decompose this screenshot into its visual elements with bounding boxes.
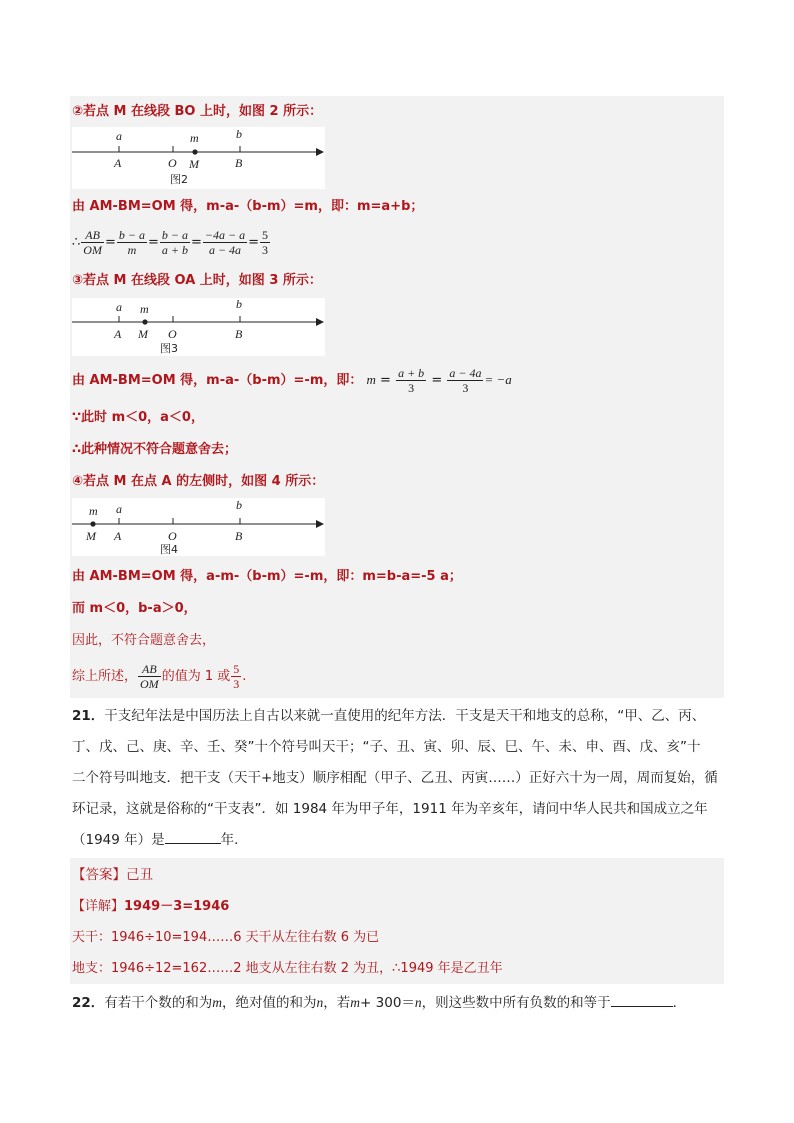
label-m: m [190, 131, 199, 145]
fraction-ab-om: $\frac{AB}{OM}$ [83, 228, 102, 257]
answer-blank [611, 992, 673, 1007]
number-line-figure-2 [72, 127, 325, 189]
label-A: A [114, 529, 122, 543]
number-line-figure-4 [72, 498, 325, 556]
figure-caption: 图3 [160, 342, 178, 355]
fraction-4: $\frac{-4a - a}{a - 4a}$ [204, 228, 246, 257]
label-O: O [168, 156, 177, 170]
label-b: b [236, 127, 242, 141]
question-22: 22．有若干个数的和为m，绝对值的和为n，若m+ 300＝n，则这些数中所有负数的和等于 ． [72, 987, 724, 1019]
q21-detail: 【详解】1949－3=1946 [72, 899, 230, 914]
fraction-5: $\frac{5}{3}$ [262, 228, 268, 257]
label-a: a [116, 300, 122, 314]
case3-line-3: ∴此种情况不符合题意舍去； [72, 442, 238, 457]
label-M: M [86, 529, 96, 543]
figure-2 [72, 127, 325, 189]
case3-heading: ③若点 M 在线段 OA 上时，如图 3 所示： [72, 273, 322, 288]
label-B: B [235, 156, 243, 170]
case4-summary: 综上所述， $\frac{AB}{OM}$ 的值为 1 或 $\frac{5}{3}$ . [72, 662, 247, 691]
case3-equation-1: 由 AM-BM=OM 得，m-a-（b-m）=-m，即： m = $\frac{a + b}{3}$ = $\frac{a - 4a}{3}$ = −a [72, 366, 512, 395]
label-m: m [140, 302, 149, 316]
question-21 [72, 701, 724, 856]
label-A: A [114, 156, 122, 170]
figure-4 [72, 498, 325, 556]
case4-equation-1: 由 AM-BM=OM 得，a-m-（b-m）=-m，即：m=b-a=-5 a； [72, 569, 462, 584]
q21-answer: 【答案】己丑 [72, 867, 153, 883]
case4-heading: ④若点 M 在点 A 的左侧时，如图 4 所示： [72, 474, 325, 489]
number-line-figure-3 [72, 298, 325, 356]
q21-line-4: 环记录，这就是俗称的“干支表”．如 1984 年为甲子年，1911 年为辛亥年，请问中华人民共和国成立之年 [72, 801, 708, 817]
label-b: b [236, 298, 242, 311]
point-m [142, 319, 147, 324]
fraction-3: $\frac{b - a}{a + b}$ [161, 228, 188, 257]
figure-3 [72, 298, 325, 356]
case3-line-2: ∵此时 m＜0，a＜0， [72, 410, 204, 425]
figure-caption: 图2 [170, 173, 188, 186]
q21-line-3: 二个符号叫地支．把干支（天干+地支）顺序相配（甲子、乙丑、丙寅……）正好六十为一周，周而复始，循 [72, 770, 718, 786]
label-M: M [189, 157, 199, 171]
case4-line-2: 而 m＜0，b-a＞0， [72, 601, 197, 616]
label-a: a [116, 129, 122, 143]
case2-equation-1: 由 AM-BM=OM 得，m-a-（b-m）=m，即：m=a+b； [72, 199, 424, 214]
q21-line-5: （1949 年）是 年． [72, 825, 724, 856]
label-m: m [89, 504, 98, 518]
figure-caption: 图4 [160, 543, 178, 556]
label-A: A [114, 327, 122, 341]
fraction-2: $\frac{b - a}{m}$ [118, 228, 145, 257]
case4-line-3: 因此，不符合题意舍去， [72, 633, 216, 648]
q21-line-2: 丁、戊、己、庚、辛、壬、癸”十个符号叫天干；“子、丑、寅、卯、辰、巳、午、未、申、酉、戊、亥”十 [72, 739, 701, 755]
label-O: O [168, 327, 177, 341]
answer-blank [165, 829, 221, 844]
case2-equation-2: ∴ $\frac{AB}{OM}$ = $\frac{b - a}{m}$ = $\frac{b - a}{a + b}$ = $\frac{-4a - a}{a - 4a}$ = $\frac{5}{3}$ [72, 228, 268, 257]
label-a: a [116, 502, 122, 516]
label-O: O [168, 529, 177, 543]
label-b: b [236, 498, 242, 512]
case2-heading: ②若点 M 在线段 BO 上时，如图 2 所示： [72, 104, 323, 119]
label-B: B [235, 327, 243, 341]
q21-tiangan: 天干：1946÷10=194……6 天干从左往右数 6 为已 [72, 930, 380, 945]
q21-dizhi: 地支：1946÷12=162……2 地支从左往右数 2 为丑，∴1949 年是乙丑年 [72, 961, 503, 976]
point-m [192, 149, 197, 154]
label-M: M [138, 327, 148, 341]
q21-line-1: 21．干支纪年法是中国历法上自古以来就一直使用的纪年方法．干支是天干和地支的总称，“甲、乙、丙、 [72, 708, 706, 724]
label-B: B [235, 529, 243, 543]
point-m [90, 521, 95, 526]
